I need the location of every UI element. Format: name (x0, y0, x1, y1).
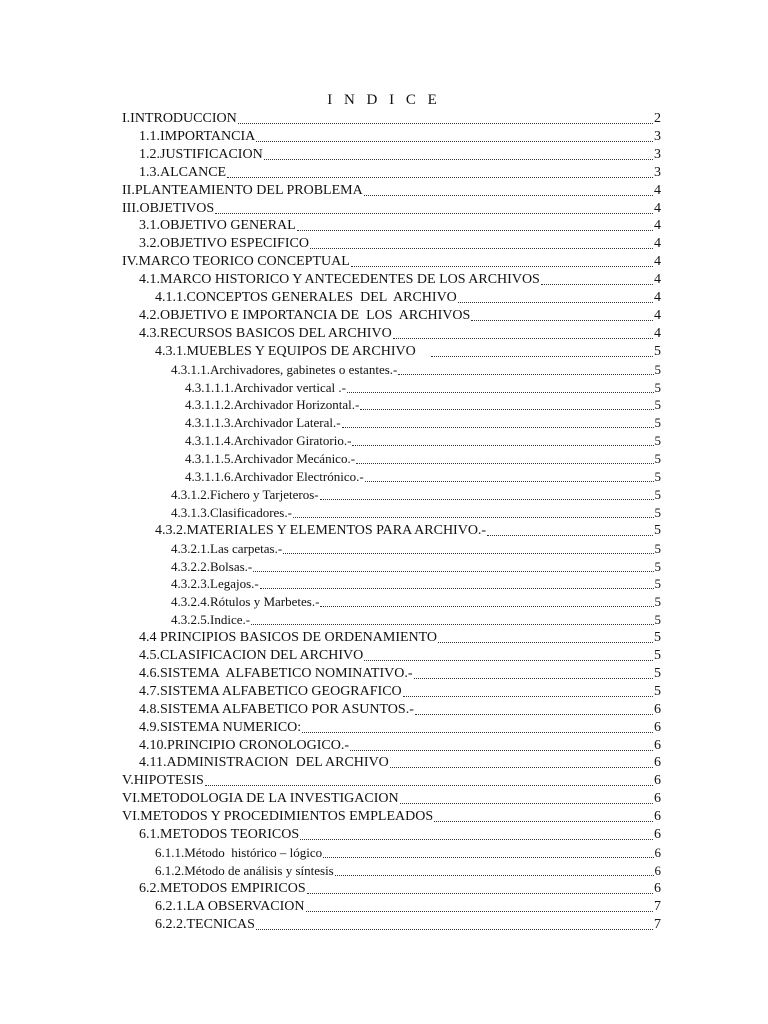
toc-entry-label: 4.3.1.MUEBLES Y EQUIPOS DE ARCHIVO (155, 343, 430, 359)
toc-entry-label: 6.1.2.Método de análisis y síntesis (155, 862, 334, 878)
toc-entry[interactable] (0, 127, 661, 145)
dot-leader (335, 874, 654, 876)
toc-entry[interactable] (0, 682, 661, 700)
toc-entry-label: 4.3.1.1.3.Archivador Lateral.- (185, 415, 341, 431)
toc-entry-page-number: 2 (654, 111, 661, 126)
toc-entry-page-number: 3 (654, 146, 661, 162)
toc-entry-label: 4.3.1.1.4.Archivador Giratorio.- (185, 433, 352, 449)
dot-leader (342, 426, 654, 428)
toc-entry[interactable] (0, 467, 661, 485)
toc-entry-label: 4.3.1.1.5.Archivador Mecánico.- (185, 451, 356, 467)
toc-entry-page-number: 5 (654, 522, 661, 538)
toc-entry-page-number: 7 (654, 916, 661, 932)
dot-leader (438, 641, 653, 643)
dot-leader (356, 462, 653, 464)
toc-entry-label: VI.METODOS Y PROCEDIMIENTOS EMPLEADOS (122, 809, 434, 825)
toc-entry-page-number: 5 (654, 648, 661, 663)
dot-leader (323, 856, 653, 858)
dot-leader (414, 677, 653, 679)
toc-entry[interactable] (0, 628, 661, 646)
toc-entry[interactable] (0, 861, 661, 879)
toc-entry-label: II.PLANTEAMIENTO DEL PROBLEMA (122, 182, 363, 198)
toc-entry-page-number: 4 (654, 307, 661, 323)
toc-entry[interactable] (0, 521, 661, 539)
toc-entry-label: I.INTRODUCCION (122, 111, 237, 126)
toc-entry-label: IV.MARCO TEORICO CONCEPTUAL (122, 254, 350, 270)
toc-entry[interactable] (0, 664, 661, 682)
toc-entry[interactable] (0, 216, 661, 234)
dot-leader (415, 713, 653, 715)
toc-entry[interactable] (0, 879, 661, 897)
dot-leader (215, 212, 653, 214)
dot-leader (347, 391, 653, 393)
toc-entry-page-number: 5 (654, 540, 661, 556)
toc-entry[interactable] (0, 360, 661, 378)
toc-entry[interactable] (0, 646, 661, 664)
dot-leader (253, 570, 653, 572)
toc-entry-label: 4.6.SISTEMA ALFABETICO NOMINATIVO.- (139, 665, 413, 681)
toc-entry-page-number: 6 (654, 862, 661, 878)
toc-entry-label: 4.11.ADMINISTRACION DEL ARCHIVO (139, 755, 389, 771)
toc-entry-page-number: 4 (654, 325, 661, 341)
toc-entry-page-number: 6 (654, 791, 661, 807)
toc-entry-label: 4.10.PRINCIPIO CRONOLOGICO.- (139, 737, 350, 753)
dot-leader (434, 820, 653, 822)
dot-leader (297, 229, 653, 231)
toc-entry-label: 6.1.1.Método histórico – lógico (155, 844, 323, 860)
toc-entry-page-number: 6 (654, 719, 661, 735)
toc-entry[interactable] (0, 753, 661, 771)
toc-entry-page-number: 5 (654, 451, 661, 467)
toc-entry-page-number: 5 (654, 630, 661, 646)
dot-leader (256, 928, 653, 930)
toc-entry-label: 4.9.SISTEMA NUMERICO: (139, 719, 302, 735)
toc-entry-page-number: 5 (654, 415, 661, 431)
dot-leader (320, 498, 654, 500)
toc-entry[interactable] (0, 378, 661, 396)
toc-entry-page-number: 6 (654, 809, 661, 825)
toc-entry-label: 4.3.RECURSOS BASICOS DEL ARCHIVO (139, 325, 392, 341)
dot-leader (306, 910, 653, 912)
toc-entry[interactable] (0, 610, 661, 628)
toc-entry-label: 4.2.OBJETIVO E IMPORTANCIA DE LOS ARCHIVOS (139, 307, 471, 323)
toc-entry[interactable] (0, 181, 661, 199)
toc-entry[interactable] (0, 252, 661, 270)
toc-entry-page-number: 5 (654, 361, 661, 377)
toc-entry-label: V.HIPOTESIS (122, 773, 204, 789)
toc-entry[interactable] (0, 718, 661, 736)
toc-entry[interactable] (0, 557, 661, 575)
dot-leader (307, 892, 653, 894)
toc-entry-page-number: 5 (654, 612, 661, 628)
toc-entry-label: 4.3.2.4.Rótulos y Marbetes.- (171, 594, 320, 610)
toc-entry[interactable] (0, 807, 661, 825)
toc-entry-page-number: 5 (654, 504, 661, 520)
toc-entry-page-number: 4 (654, 272, 661, 288)
toc-entry-page-number: 4 (654, 218, 661, 234)
toc-entry-label: 4.1.MARCO HISTORICO Y ANTECEDENTES DE LOS ARCHIVOS (139, 272, 540, 288)
dot-leader (320, 605, 653, 607)
toc-entry-label: III.OBJETIVOS (122, 200, 215, 216)
toc-entry-label: 4.3.1.1.6.Archivador Electrónico.- (185, 469, 364, 484)
dot-leader (360, 408, 653, 410)
dot-leader (302, 731, 653, 733)
toc-entry[interactable] (0, 539, 661, 557)
toc-entry-label: 3.1.OBJETIVO GENERAL (139, 218, 296, 234)
dot-leader (310, 247, 653, 249)
dot-leader (541, 283, 653, 285)
toc-entry[interactable] (0, 825, 661, 843)
dot-leader (390, 766, 653, 768)
dot-leader (393, 337, 653, 339)
dot-leader (300, 838, 653, 840)
toc-entry-page-number: 5 (654, 665, 661, 681)
toc-entry-page-number: 5 (654, 683, 661, 699)
dot-leader (487, 534, 653, 536)
toc-entry[interactable] (0, 449, 661, 467)
toc-entry[interactable] (0, 234, 661, 252)
toc-entry[interactable] (0, 789, 661, 807)
toc-entry[interactable] (0, 163, 661, 181)
toc-entry-label: 4.4 PRINCIPIOS BASICOS DE ORDENAMIENTO (139, 630, 438, 646)
dot-leader (351, 265, 653, 267)
dot-leader (256, 140, 653, 142)
dot-leader (205, 784, 653, 786)
index-title: I N D I C E (327, 92, 441, 108)
toc-entry-page-number: 6 (654, 773, 661, 789)
toc-entry[interactable] (0, 109, 661, 127)
toc-entry-page-number: 5 (654, 594, 661, 610)
toc-entry-page-number: 6 (654, 701, 661, 717)
toc-entry-page-number: 3 (654, 164, 661, 180)
toc-entry-page-number: 4 (654, 254, 661, 270)
dot-leader (283, 552, 653, 554)
toc-entry[interactable] (0, 431, 661, 449)
dot-leader (238, 122, 653, 124)
dot-leader (260, 587, 654, 589)
toc-entry-page-number: 6 (654, 755, 661, 771)
dot-leader (264, 158, 653, 160)
toc-entry[interactable] (0, 574, 661, 592)
toc-entry-label: 1.3.ALCANCE (139, 164, 227, 180)
toc-entry-page-number: 6 (654, 844, 661, 860)
toc-entry[interactable] (0, 324, 661, 342)
toc-entry[interactable] (0, 897, 661, 915)
toc-entry-label: 4.3.1.1.Archivadores, gabinetes o estantes.- (171, 361, 398, 377)
toc-entry-label: 6.1.METODOS TEORICOS (139, 827, 300, 842)
dot-leader (293, 516, 654, 518)
toc-entry-label: 4.3.2.MATERIALES Y ELEMENTOS PARA ARCHIVO.- (155, 522, 487, 538)
toc-entry-label: 4.3.1.1.1.Archivador vertical .- (185, 379, 347, 395)
toc-entry-label: 1.2.JUSTIFICACION (139, 146, 263, 162)
toc-entry[interactable] (0, 145, 661, 163)
dot-leader (458, 301, 653, 303)
toc-entry[interactable] (0, 485, 661, 503)
toc-entry-page-number: 3 (654, 128, 661, 144)
toc-entry-page-number: 6 (654, 880, 661, 896)
toc-entry[interactable] (0, 592, 661, 610)
toc-entry-page-number: 5 (654, 343, 661, 359)
toc-entry-page-number: 5 (654, 469, 661, 484)
toc-entry-label: 4.3.2.5.Indice.- (171, 612, 251, 628)
toc-entry[interactable] (0, 700, 661, 718)
toc-entry-label: 4.3.2.1.Las carpetas.- (171, 540, 283, 556)
toc-entry-label: 1.1.IMPORTANCIA (139, 128, 256, 144)
toc-entry[interactable] (0, 771, 661, 789)
toc-entry-page-number: 5 (654, 486, 661, 502)
toc-entry[interactable] (0, 342, 661, 360)
dot-leader (364, 659, 653, 661)
toc-entry[interactable] (0, 288, 661, 306)
toc-entry-page-number: 5 (654, 379, 661, 395)
toc-entry-page-number: 5 (654, 558, 661, 574)
dot-leader (403, 695, 653, 697)
toc-entry-page-number: 6 (654, 737, 661, 753)
toc-entry[interactable] (0, 843, 661, 861)
dot-leader (350, 749, 653, 751)
toc-entry-page-number: 6 (654, 827, 661, 842)
dot-leader (471, 319, 653, 321)
toc-entry[interactable] (0, 736, 661, 754)
toc-entry[interactable] (0, 306, 661, 324)
toc-entry-page-number: 4 (654, 200, 661, 216)
dot-leader (227, 176, 653, 178)
toc-entry[interactable] (0, 270, 661, 288)
toc-entry-page-number: 7 (654, 898, 661, 914)
toc-entry-label: 3.2.OBJETIVO ESPECIFICO (139, 236, 309, 252)
toc-entry-page-number: 4 (654, 182, 661, 198)
toc-entry-page-number: 4 (654, 236, 661, 252)
toc-entry-label: 4.3.1.1.2.Archivador Horizontal.- (185, 397, 360, 413)
toc-entry-label: 4.3.2.3.Legajos.- (171, 576, 259, 592)
toc-entry[interactable] (0, 503, 661, 521)
toc-entry-label: VI.METODOLOGIA DE LA INVESTIGACION (122, 791, 399, 807)
toc-entry-label: 4.3.1.3.Clasificadores.- (171, 504, 292, 520)
dot-leader (352, 444, 653, 446)
dot-leader (251, 623, 653, 625)
toc-entry-label: 4.7.SISTEMA ALFABETICO GEOGRAFICO (139, 683, 402, 699)
toc-entry-label: 4.3.1.2.Fichero y Tarjeteros- (171, 486, 319, 502)
toc-entry-label: 6.2.2.TECNICAS (155, 916, 255, 932)
toc-entry-label: 6.2.METODOS EMPIRICOS (139, 880, 306, 896)
toc-entry-label: 6.2.1.LA OBSERVACION (155, 898, 305, 914)
toc-entry-label: 4.1.1.CONCEPTOS GENERALES DEL ARCHIVO (155, 290, 457, 305)
dot-leader (365, 480, 654, 482)
toc-entry-label: 4.5.CLASIFICACION DEL ARCHIVO (139, 648, 364, 663)
toc-entry-page-number: 5 (654, 433, 661, 449)
toc-entry-page-number: 5 (654, 576, 661, 592)
dot-leader (364, 194, 653, 196)
toc-entry[interactable] (0, 413, 661, 431)
toc-entry[interactable] (0, 199, 661, 217)
toc-entry-label: 4.3.2.2.Bolsas.- (171, 558, 253, 574)
toc-entry[interactable] (0, 915, 661, 933)
toc-entry-page-number: 4 (654, 290, 661, 305)
dot-leader (398, 373, 653, 375)
toc-entry-page-number: 5 (654, 397, 661, 413)
dot-leader (431, 355, 653, 357)
toc-entry-label: 4.8.SISTEMA ALFABETICO POR ASUNTOS.- (139, 701, 414, 717)
dot-leader (400, 802, 653, 804)
toc-entry[interactable] (0, 395, 661, 413)
